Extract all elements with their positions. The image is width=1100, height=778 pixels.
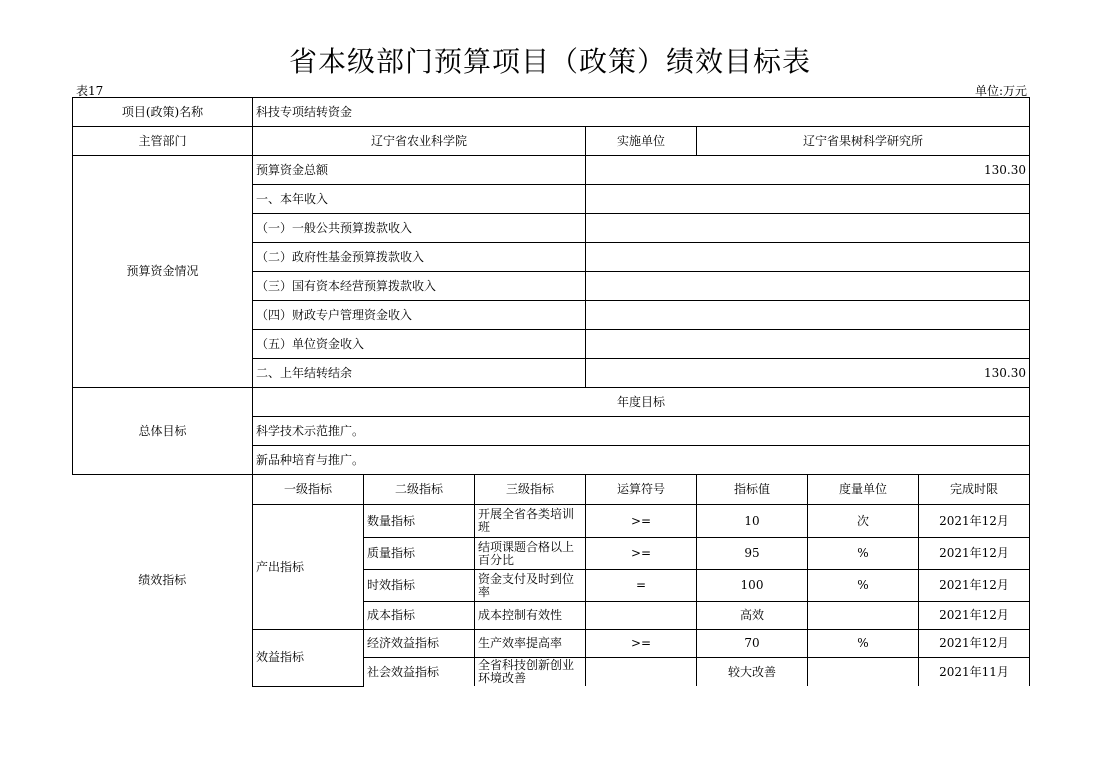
operator: = — [586, 570, 697, 602]
level3-indicator: 资金支付及时到位率 — [475, 570, 586, 602]
indicator-value: 100 — [697, 570, 808, 602]
operator — [586, 658, 697, 687]
level3-indicator: 开展全省各类培训班 — [475, 505, 586, 538]
perf-header: 二级指标 — [364, 475, 475, 505]
level3-indicator: 成本控制有效性 — [475, 602, 586, 630]
indicator-value: 高效 — [697, 602, 808, 630]
indicator-value: 95 — [697, 538, 808, 570]
supervisor-dept-value: 辽宁省农业科学院 — [253, 127, 586, 156]
budget-row-value: 130.30 — [586, 359, 1030, 388]
level1-indicator: 效益指标 — [253, 630, 364, 687]
budget-row-value — [586, 330, 1030, 359]
perf-header: 运算符号 — [586, 475, 697, 505]
deadline: 2021年12月 — [919, 630, 1030, 658]
perf-header: 指标值 — [697, 475, 808, 505]
budget-row-label: （四）财政专户管理资金收入 — [253, 301, 586, 330]
unit-label: 单位:万元 — [974, 84, 1027, 98]
perf-header: 完成时限 — [919, 475, 1030, 505]
budget-row-label: （五）单位资金收入 — [253, 330, 586, 359]
table-number: 表17 — [76, 84, 104, 98]
deadline: 2021年12月 — [919, 570, 1030, 602]
page-title: 省本级部门预算项目（政策）绩效目标表 — [288, 45, 811, 78]
annual-goal-item: 新品种培育与推广。 — [253, 446, 1030, 475]
budget-row-value — [586, 214, 1030, 243]
budget-row-value — [586, 185, 1030, 214]
impl-unit-value: 辽宁省果树科学研究所 — [697, 127, 1030, 156]
operator — [586, 602, 697, 630]
level1-indicator: 产出指标 — [253, 505, 364, 630]
budget-row-label: 预算资金总额 — [253, 156, 586, 185]
budget-row-value — [586, 301, 1030, 330]
level3-indicator: 全省科技创新创业环境改善 — [475, 658, 586, 687]
annual-goal-item: 科学技术示范推广。 — [253, 417, 1030, 446]
perf-section-label: 绩效指标 — [73, 475, 253, 687]
operator: >= — [586, 538, 697, 570]
operator: >= — [586, 630, 697, 658]
measure-unit: % — [808, 570, 919, 602]
performance-target-table — [72, 97, 1030, 687]
budget-row-label: （三）国有资本经营预算拨款收入 — [253, 272, 586, 301]
deadline: 2021年12月 — [919, 505, 1030, 538]
budget-row-label: 一、本年收入 — [253, 185, 586, 214]
level2-indicator: 社会效益指标 — [364, 658, 475, 687]
indicator-value: 10 — [697, 505, 808, 538]
budget-row-label: （一）一般公共预算拨款收入 — [253, 214, 586, 243]
perf-header: 三级指标 — [475, 475, 586, 505]
measure-unit: % — [808, 538, 919, 570]
level3-indicator: 生产效率提高率 — [475, 630, 586, 658]
deadline: 2021年11月 — [919, 658, 1030, 687]
perf-header: 一级指标 — [253, 475, 364, 505]
budget-row-value — [586, 272, 1030, 301]
budget-row-value: 130.30 — [586, 156, 1030, 185]
level2-indicator: 数量指标 — [364, 505, 475, 538]
deadline: 2021年12月 — [919, 538, 1030, 570]
deadline: 2021年12月 — [919, 602, 1030, 630]
indicator-value: 较大改善 — [697, 658, 808, 687]
project-name-value: 科技专项结转资金 — [253, 98, 1030, 127]
measure-unit — [808, 658, 919, 687]
overall-goal-label: 总体目标 — [73, 388, 253, 475]
project-name-label: 项目(政策)名称 — [73, 98, 253, 127]
measure-unit: 次 — [808, 505, 919, 538]
supervisor-dept-label: 主管部门 — [73, 127, 253, 156]
level2-indicator: 时效指标 — [364, 570, 475, 602]
budget-row-value — [586, 243, 1030, 272]
impl-unit-label: 实施单位 — [586, 127, 697, 156]
budget-row-label: 二、上年结转结余 — [253, 359, 586, 388]
level2-indicator: 经济效益指标 — [364, 630, 475, 658]
annual-goal-header: 年度目标 — [253, 388, 1030, 417]
budget-section-label: 预算资金情况 — [73, 156, 253, 388]
level3-indicator: 结项课题合格以上百分比 — [475, 538, 586, 570]
level2-indicator: 质量指标 — [364, 538, 475, 570]
measure-unit — [808, 602, 919, 630]
indicator-value: 70 — [697, 630, 808, 658]
level2-indicator: 成本指标 — [364, 602, 475, 630]
perf-header: 度量单位 — [808, 475, 919, 505]
operator: >= — [586, 505, 697, 538]
measure-unit: % — [808, 630, 919, 658]
budget-row-label: （二）政府性基金预算拨款收入 — [253, 243, 586, 272]
